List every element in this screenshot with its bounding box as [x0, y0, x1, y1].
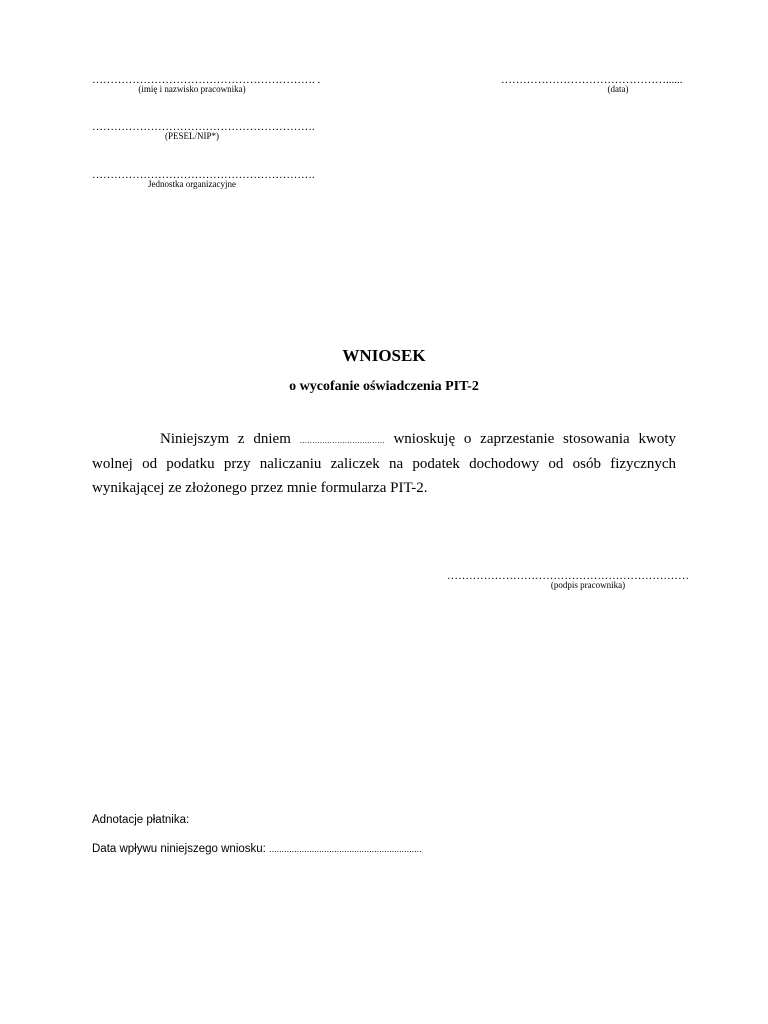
document-subtitle: o wycofanie oświadczenia PIT-2: [289, 379, 479, 394]
request-body: [92, 427, 676, 500]
body-text-start: Niniejszym z dniem: [160, 431, 300, 447]
body-text-end: wnioskuję o zaprzestanie stosowania kwoty wolnej od podatku przy naliczaniu zaliczek na podatek dochodowy od osób fizycznych wynikającej ze złożonego przez mnie formularza PIT-2.: [92, 431, 676, 496]
employee-name-caption: (imię i nazwisko pracownika): [138, 84, 246, 94]
pesel-caption: (PESEL/NIP*): [165, 131, 219, 141]
signature-caption: (podpis pracownika): [550, 580, 626, 590]
employee-name-line: ……………………………………………………. .: [92, 74, 321, 86]
date-line: ………………………………………......: [501, 74, 683, 86]
date-caption: (data): [607, 84, 629, 94]
receipt-date-dots: .............................................................: [269, 844, 422, 854]
signature-line: …………………………………………………………: [447, 570, 689, 582]
unit-line: …………………………………………………….: [92, 169, 315, 181]
receipt-date-label: Data wpływu niniejszego wniosku:: [92, 843, 270, 855]
unit-caption: Jednostka organizacyjne: [147, 179, 237, 189]
body-date-dots: ..................................: [299, 435, 385, 445]
pesel-line: …………………………………………………….: [92, 121, 315, 133]
receipt-date-row: [92, 843, 422, 855]
document-title: WNIOSEK: [342, 346, 426, 365]
payer-annotations-label: Adnotacje płatnika:: [92, 814, 190, 826]
